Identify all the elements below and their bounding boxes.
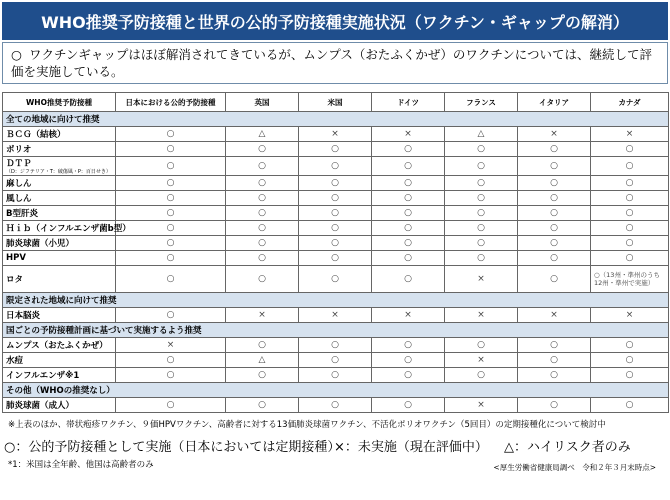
header-japan: 日本における公的予防接種 — [116, 93, 226, 112]
table-row — [3, 127, 669, 142]
section-label: 限定された地域に向けて推奨 — [3, 293, 669, 308]
vaccine-name-cell — [3, 221, 131, 236]
status-cell: × — [518, 127, 591, 142]
header-germany: ドイツ — [372, 93, 445, 112]
section-label: その他（WHOの推奨なし） — [3, 383, 669, 398]
vaccine-name-cell — [3, 368, 116, 383]
status-cell: △ — [445, 127, 518, 142]
vaccine-name-cell — [3, 127, 116, 142]
status-cell: ○ — [116, 142, 226, 157]
status-cell: ○ — [116, 236, 226, 251]
status-cell: ○ — [591, 368, 669, 383]
status-cell: ○ — [445, 157, 518, 176]
status-cell: ○ — [299, 206, 372, 221]
status-cell: ○ — [372, 266, 445, 293]
status-cell: ○ — [518, 368, 591, 383]
status-cell: ○ — [226, 191, 299, 206]
vaccine-name-cell — [3, 206, 116, 221]
vaccine-name: 日本脳炎 — [6, 311, 41, 321]
status-cell: ○ — [226, 157, 299, 176]
status-cell: ○ — [591, 338, 669, 353]
table-row — [3, 142, 669, 157]
status-cell: ○ — [372, 353, 445, 368]
status-cell: △ — [226, 353, 299, 368]
status-cell: × — [445, 308, 518, 323]
status-cell: ○ — [299, 398, 372, 413]
status-cell: ○ — [445, 251, 518, 266]
vaccine-name: ポリオ — [6, 145, 32, 155]
note-text: ワクチンギャップはほぼ解消されてきているが、ムンプス（おたふくかぜ）のワクチンについては、継続して評価を実施している。 — [11, 47, 653, 79]
header-france: フランス — [445, 93, 518, 112]
status-cell: △ — [226, 127, 299, 142]
table-row — [3, 368, 669, 383]
vaccine-name-cell — [3, 236, 116, 251]
status-cell: ○ — [591, 221, 669, 236]
status-cell: ○ — [372, 338, 445, 353]
status-cell: ○ — [116, 266, 226, 293]
table-row — [3, 266, 669, 293]
status-cell: ○ — [226, 251, 299, 266]
status-cell: ○ — [518, 266, 591, 293]
status-cell: ○ — [372, 368, 445, 383]
summary-note — [2, 42, 668, 84]
status-cell: ○ — [299, 176, 372, 191]
vaccine-name: HPV — [6, 253, 26, 263]
status-cell: ○ — [518, 142, 591, 157]
vaccine-name: ムンプス（おたふくかぜ） — [6, 341, 108, 351]
status-cell: ○ — [116, 206, 226, 221]
vaccine-name: ＢＣＧ（結核） — [6, 130, 66, 140]
status-cell: ○ — [116, 191, 226, 206]
legend-circle: ○：公的予防接種として実施（日本においては定期接種） — [4, 440, 341, 455]
status-cell: ○ — [116, 157, 226, 176]
status-cell: ○ — [591, 206, 669, 221]
vaccine-name: Ｈｉｂ（インフルエンザ菌b型） — [6, 224, 131, 234]
status-cell: ○ — [518, 206, 591, 221]
table-row — [3, 251, 669, 266]
status-cell: ○ — [445, 191, 518, 206]
status-cell: ○ — [116, 308, 226, 323]
vaccine-subtitle: （D：ジフテリア・T：破傷風・P：百日せき） — [6, 169, 111, 175]
table-row — [3, 398, 669, 413]
table-row — [3, 236, 669, 251]
status-cell: ○ — [445, 176, 518, 191]
status-cell: ○ — [116, 353, 226, 368]
header-italy: イタリア — [518, 93, 591, 112]
status-cell: × — [591, 127, 669, 142]
status-cell: × — [372, 127, 445, 142]
vaccine-name: ロタ — [6, 275, 24, 285]
status-cell: × — [445, 398, 518, 413]
status-cell: ○ — [591, 398, 669, 413]
status-cell: ○ — [445, 368, 518, 383]
status-cell: × — [372, 308, 445, 323]
vaccine-name-cell — [3, 266, 116, 293]
table-row — [3, 353, 669, 368]
vaccine-name-cell — [3, 157, 116, 176]
status-cell: ○ — [299, 142, 372, 157]
status-cell: × — [591, 308, 669, 323]
section-row — [3, 323, 669, 338]
vaccine-name: B型肝炎 — [6, 209, 38, 219]
vaccine-name: 風しん — [6, 194, 32, 204]
status-cell: ○（13州・準州のうち12州・準州で実施） — [591, 266, 669, 293]
status-cell: ○ — [372, 251, 445, 266]
status-cell: ○ — [299, 236, 372, 251]
legend — [4, 436, 664, 454]
status-cell: × — [445, 266, 518, 293]
source-note: <厚生労働省健康局調べ 令和２年３月末時点> — [493, 463, 656, 472]
table-header-row — [3, 93, 669, 112]
status-cell: ○ — [116, 127, 226, 142]
table-row — [3, 157, 669, 176]
status-cell: ○ — [299, 368, 372, 383]
vaccine-name-cell — [3, 398, 116, 413]
status-cell: ○ — [226, 176, 299, 191]
status-cell: ○ — [116, 221, 226, 236]
status-cell: × — [299, 127, 372, 142]
status-cell: ○ — [226, 142, 299, 157]
page-title: WHO推奨予防接種と世界の公的予防接種実施状況（ワクチン・ギャップの解消） — [2, 2, 668, 40]
status-cell: ○ — [299, 221, 372, 236]
status-cell: ○ — [372, 142, 445, 157]
status-cell: ○ — [116, 251, 226, 266]
vaccine-name-cell — [3, 308, 116, 323]
legend-cross: ×：未実施（現在評価中） — [334, 440, 488, 455]
status-cell: ○ — [372, 221, 445, 236]
status-cell: × — [226, 308, 299, 323]
status-cell: ○ — [372, 236, 445, 251]
vaccine-name: ＤＴＰ — [6, 159, 32, 169]
vaccine-name: 肺炎球菌（小児） — [6, 239, 75, 249]
footnote-review: ※上表のほか、帯状疱疹ワクチン、９価HPVワクチン、高齢者に対する13価肺炎球菌ワクチン、不活化ポリオワクチン（5回目）の定期接種化について検討中 — [8, 420, 606, 430]
status-cell: ○ — [591, 157, 669, 176]
status-cell: ○ — [445, 206, 518, 221]
vaccine-name: 水痘 — [6, 356, 24, 366]
status-cell: ○ — [591, 251, 669, 266]
status-cell: ○ — [591, 142, 669, 157]
status-cell: ○ — [591, 191, 669, 206]
vaccine-name-cell — [3, 338, 116, 353]
status-cell: ○ — [518, 191, 591, 206]
section-row — [3, 293, 669, 308]
status-cell: ○ — [518, 398, 591, 413]
status-cell: ○ — [226, 398, 299, 413]
section-label: 全ての地域に向けて推奨 — [3, 112, 669, 127]
vaccine-name-cell — [3, 191, 116, 206]
header-us: 米国 — [299, 93, 372, 112]
status-cell: × — [518, 308, 591, 323]
header-canada: カナダ — [591, 93, 669, 112]
status-cell: ○ — [591, 176, 669, 191]
status-cell: ○ — [445, 221, 518, 236]
vaccine-name-cell — [3, 353, 116, 368]
status-cell: ○ — [116, 398, 226, 413]
table-row — [3, 206, 669, 221]
status-cell: ○ — [591, 353, 669, 368]
status-cell: ○ — [299, 353, 372, 368]
status-cell: ○ — [518, 157, 591, 176]
status-cell: ○ — [518, 353, 591, 368]
vaccine-name-cell — [3, 176, 116, 191]
status-cell: × — [299, 308, 372, 323]
status-cell: ○ — [226, 221, 299, 236]
section-row — [3, 112, 669, 127]
note-bullet: ○ — [11, 47, 22, 62]
status-cell: ○ — [299, 191, 372, 206]
status-cell: ○ — [299, 251, 372, 266]
vaccination-table — [2, 92, 669, 413]
status-cell: ○ — [518, 338, 591, 353]
status-cell: ○ — [299, 157, 372, 176]
status-cell: ○ — [372, 206, 445, 221]
table-row — [3, 176, 669, 191]
status-cell: ○ — [116, 368, 226, 383]
footnote-influenza: *1：米国は全年齢、他国は高齢者のみ — [8, 460, 154, 470]
status-cell: ○ — [445, 338, 518, 353]
vaccine-name-cell — [3, 251, 116, 266]
vaccine-name: 肺炎球菌（成人） — [6, 401, 75, 411]
status-cell: ○ — [226, 206, 299, 221]
table-row — [3, 221, 669, 236]
status-cell: ○ — [372, 191, 445, 206]
status-cell: × — [445, 353, 518, 368]
status-cell: ○ — [299, 338, 372, 353]
header-who: WHO推奨予防接種 — [3, 93, 116, 112]
status-cell: ○ — [226, 236, 299, 251]
status-cell: ○ — [372, 176, 445, 191]
status-cell: ○ — [226, 368, 299, 383]
status-cell: ○ — [299, 266, 372, 293]
header-uk: 英国 — [226, 93, 299, 112]
status-cell: ○ — [591, 236, 669, 251]
status-cell: ○ — [518, 221, 591, 236]
legend-triangle: △：ハイリスク者のみ — [504, 440, 631, 455]
status-cell: ○ — [445, 142, 518, 157]
status-cell: × — [116, 338, 226, 353]
status-cell: ○ — [445, 236, 518, 251]
vaccine-name-cell — [3, 142, 116, 157]
vaccine-name: インフルエンザ※1 — [6, 371, 80, 381]
status-cell: ○ — [518, 236, 591, 251]
section-label: 国ごとの予防接種計画に基づいて実施するよう推奨 — [3, 323, 669, 338]
status-cell: ○ — [226, 338, 299, 353]
section-row — [3, 383, 669, 398]
status-cell: ○ — [226, 266, 299, 293]
table-row — [3, 338, 669, 353]
status-cell: ○ — [116, 176, 226, 191]
vaccine-name: 麻しん — [6, 179, 32, 189]
status-cell: ○ — [372, 157, 445, 176]
status-cell: ○ — [518, 251, 591, 266]
status-cell: ○ — [372, 398, 445, 413]
table-row — [3, 191, 669, 206]
status-cell: ○ — [518, 176, 591, 191]
table-body — [3, 112, 669, 413]
table-row — [3, 308, 669, 323]
